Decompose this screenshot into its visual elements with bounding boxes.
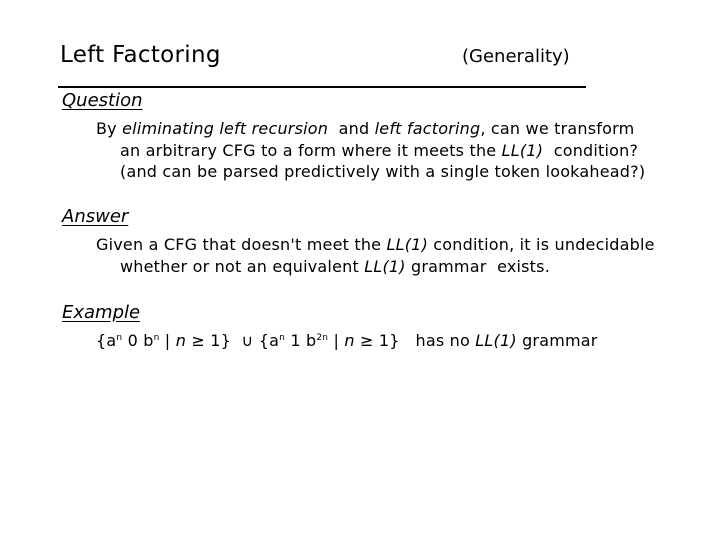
slide-title: Left Factoring (60, 42, 221, 68)
answer-line-2: whether or not an equivalent LL(1) grammar exists. (120, 257, 550, 276)
question-heading: Question (62, 90, 143, 111)
answer-heading: Answer (62, 206, 129, 227)
answer-line-1: Given a CFG that doesn't meet the LL(1) condition, it is undecidable (96, 235, 655, 254)
example-expression: {$a^n$ 0 $b^n$ | n ≥ 1} ∪ {$a^n$ 1 $b^{2n}$ | n ≥ 1} has no LL(1) grammar (96, 331, 598, 350)
question-line-2: an arbitrary CFG to a form where it meets the LL(1) condition? (120, 141, 639, 160)
slide-subtitle: (Generality) (462, 46, 570, 67)
question-line-3: (and can be parsed predictively with a single token lookahead?) (120, 162, 646, 181)
title-divider (58, 86, 586, 88)
question-line-1: By eliminating left recursion and left factoring, can we transform (96, 119, 635, 138)
example-heading: Example (62, 302, 141, 323)
